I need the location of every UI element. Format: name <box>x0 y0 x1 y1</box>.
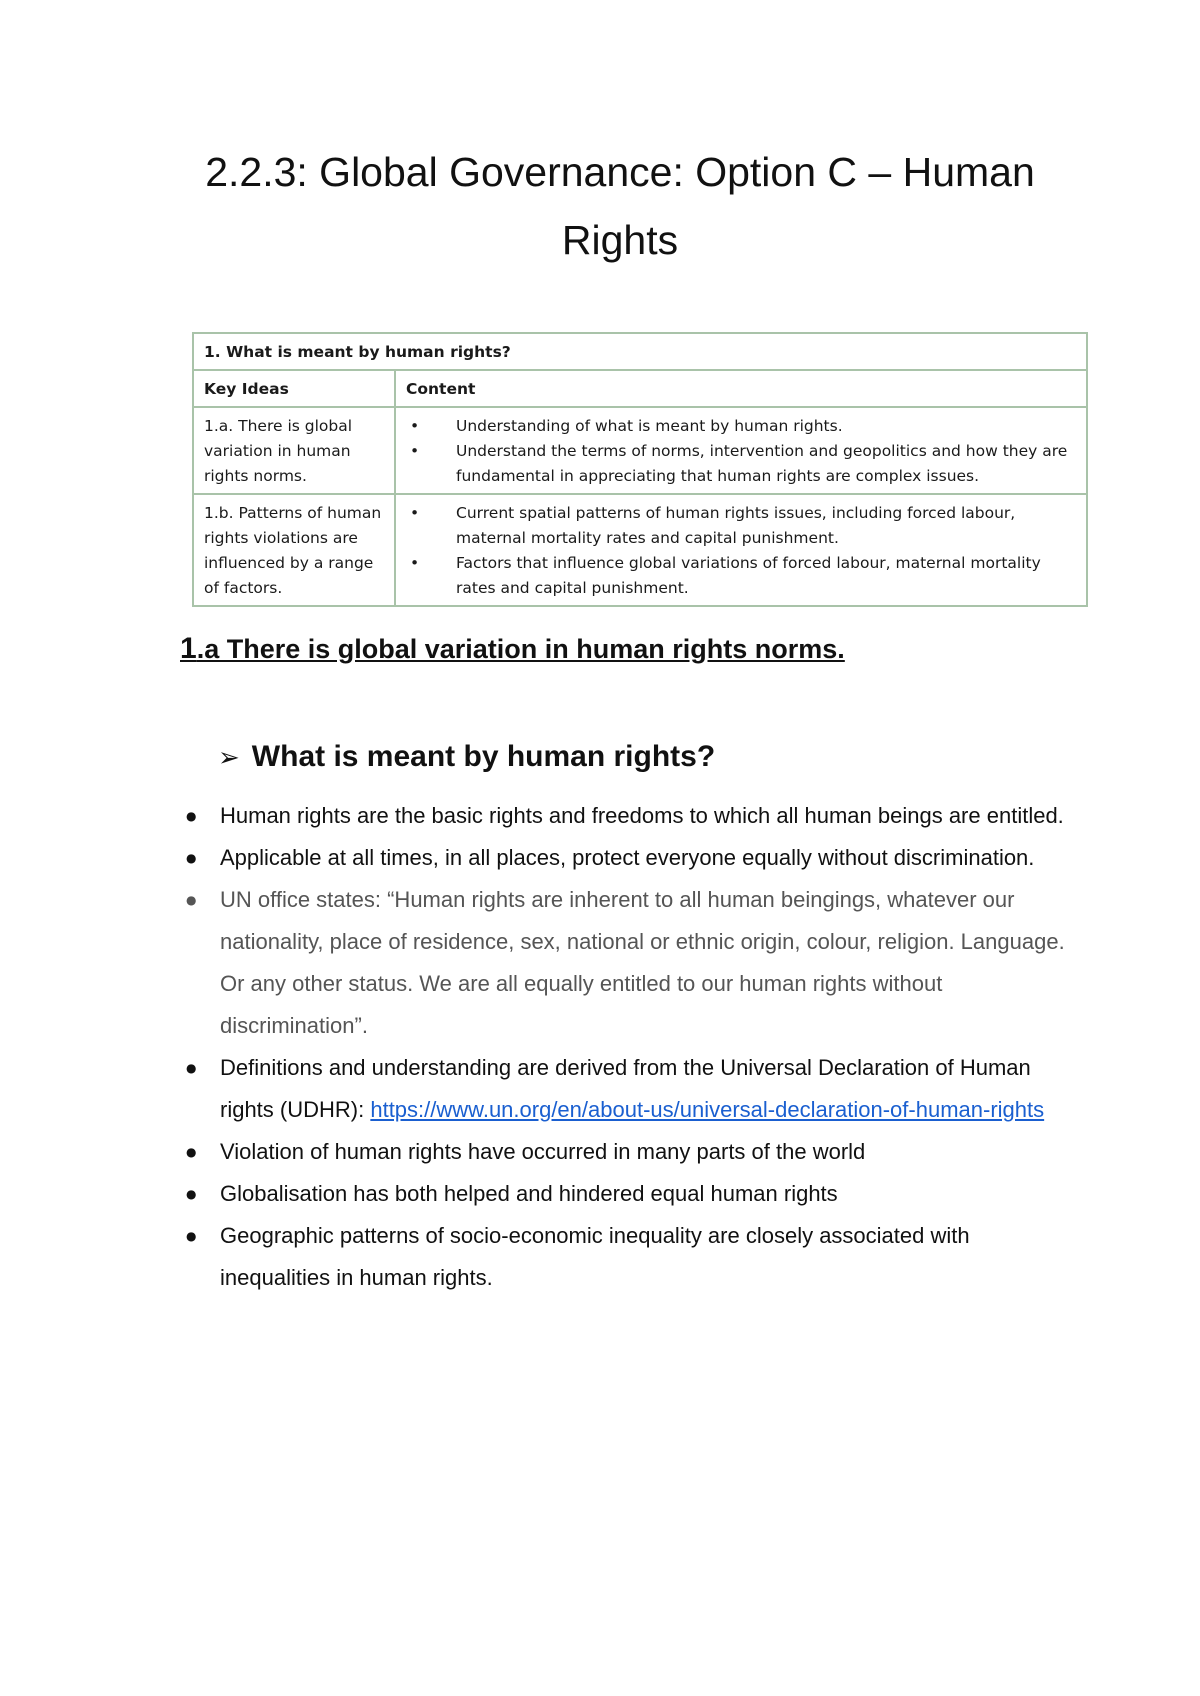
key-idea-cell: 1.b. Patterns of human rights violations are influenced by a range of factors. <box>193 494 395 606</box>
sub-heading <box>218 740 715 774</box>
column-header-content: Content <box>395 370 1087 407</box>
list-item: ● Violation of human rights have occurred in many parts of the world <box>180 1131 1080 1173</box>
page-title <box>180 138 1060 274</box>
title-line-2: Rights <box>561 217 679 263</box>
content-bullet: • Understanding of what is meant by human rights. <box>406 414 1078 439</box>
content-bullet: • Current spatial patterns of human rights issues, including forced labour, maternal mortality rates and capital punishment. <box>406 501 1078 551</box>
table-header: 1. What is meant by human rights? <box>193 333 1087 370</box>
key-idea-cell: 1.a. There is global variation in human rights norms. <box>193 407 395 494</box>
table-row <box>193 494 1087 606</box>
arrow-bullet-icon: ➢ <box>218 743 240 773</box>
objectives-table <box>192 332 1088 607</box>
section-heading <box>180 632 845 666</box>
content-bullet: • Understand the terms of norms, intervention and geopolitics and how they are fundamental in appreciating that human rights are complex issues. <box>406 439 1078 489</box>
content-bullet: • Factors that influence global variations of forced labour, maternal mortality rates and capital punishment. <box>406 551 1078 601</box>
list-item <box>180 1047 1080 1131</box>
content-cell <box>395 407 1087 494</box>
content-cell <box>395 494 1087 606</box>
title-line-1: 2.2.3: Global Governance: Option C – Human <box>205 149 1035 195</box>
table-row <box>193 407 1087 494</box>
section-heading-text: .a There is global variation in human rights norms. <box>196 634 845 664</box>
bullet-list <box>180 795 1080 1299</box>
list-item: ● Applicable at all times, in all places, protect everyone equally without discrimination. <box>180 837 1080 879</box>
list-item: ● Geographic patterns of socio-economic inequality are closely associated with inequalities in human rights. <box>180 1215 1080 1299</box>
list-item: ● Globalisation has both helped and hindered equal human rights <box>180 1173 1080 1215</box>
section-number: 1 <box>180 632 197 665</box>
list-item-text: Definitions and understanding are derived from the Universal Declaration of Human rights (UDHR): <box>220 1055 1031 1122</box>
column-header-key-ideas: Key Ideas <box>193 370 395 407</box>
list-item: ● Human rights are the basic rights and freedoms to which all human beings are entitled. <box>180 795 1080 837</box>
udhr-link[interactable]: https://www.un.org/en/about-us/universal-declaration-of-human-rights <box>370 1097 1045 1122</box>
sub-heading-text: What is meant by human rights? <box>251 740 716 773</box>
list-item: ● UN office states: “Human rights are inherent to all human beingings, whatever our nationality, place of residence, sex, national or ethnic origin, colour, religion. Language. Or any other status. We are all equally entitled to our human rights without discrimination”. <box>180 879 1080 1047</box>
